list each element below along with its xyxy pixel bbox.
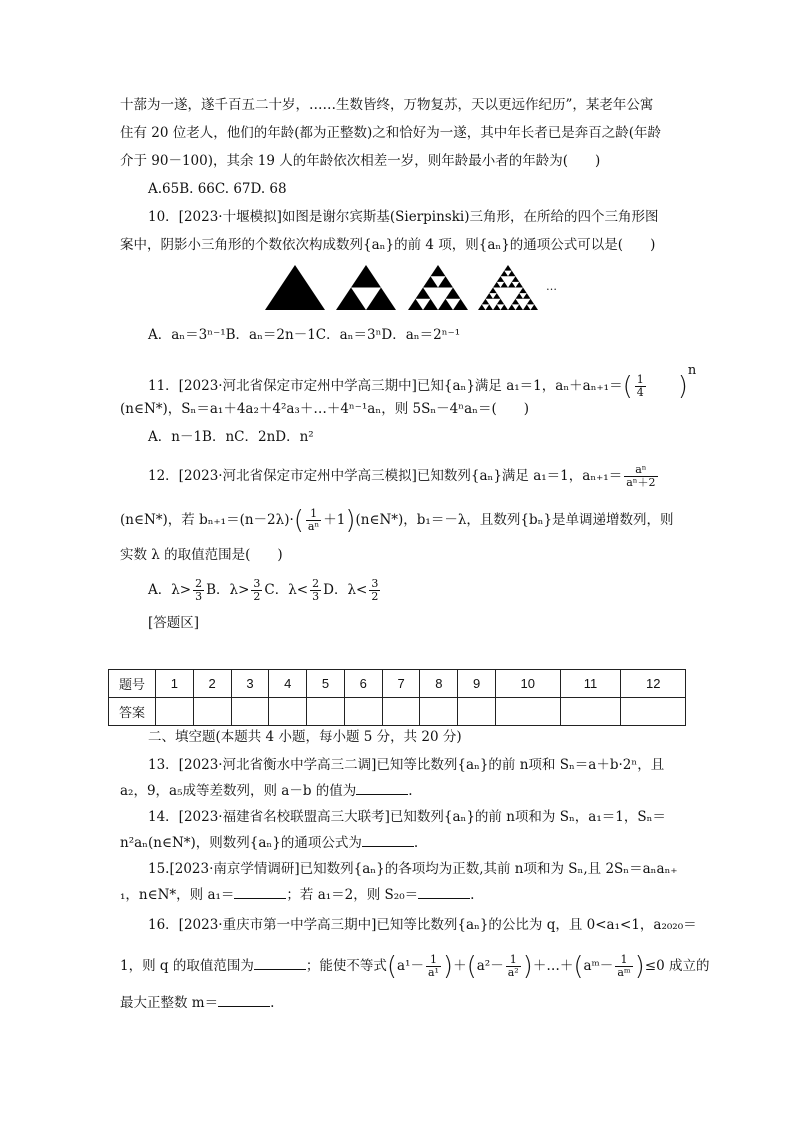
q12-option-b-den: 2 xyxy=(253,590,261,603)
q14-line-1: 14．[2023·福建省名校联盟高三大联考]已知数列{aₙ}的前 n项和为 Sₙ，a₁＝1，Sₙ＝ xyxy=(148,809,666,825)
q15-line-1: 15.[2023·南京学情调研]已知数列{aₙ}的各项均为正数,其前 n项和为 Sₙ,且 2Sₙ＝aₙaₙ₊ xyxy=(148,861,678,877)
q16-term-1: a¹－ xyxy=(396,958,424,974)
q10-options: A．aₙ＝3ⁿ⁻¹B．aₙ＝2n－1C．aₙ＝3ⁿD．aₙ＝2ⁿ⁻¹ xyxy=(148,327,461,343)
section-2-title: 二、填空题(本题共 4 小题，每小题 5 分，共 20 分) xyxy=(148,729,462,745)
sierpinski-stage-2 xyxy=(336,265,396,310)
q16-term-2-num: 1 xyxy=(506,954,521,967)
q13-line-2 xyxy=(120,782,413,800)
answer-cell[interactable] xyxy=(621,698,686,726)
q12-line-1 xyxy=(148,464,660,489)
answer-cell[interactable] xyxy=(344,698,382,726)
q12-line-3: 实数 λ 的取值范围是( ) xyxy=(120,547,283,563)
q12-option-a: A．λ> xyxy=(148,582,192,598)
q12-option-b: B．λ> xyxy=(206,582,250,598)
q16-term-m: aᵐ－ xyxy=(583,958,614,974)
question-number: 7 xyxy=(382,670,420,698)
answer-cell[interactable] xyxy=(496,698,560,726)
q12-frac-den: aⁿ＋2 xyxy=(626,476,656,489)
question-number: 4 xyxy=(269,670,307,698)
q16-term-1-frac xyxy=(426,954,441,979)
intro-line-3: 介于 90－100)，其余 19 人的年龄依次相差一岁，则年龄最小者的年龄为( ) xyxy=(120,153,601,169)
q16-term-m-frac xyxy=(615,954,632,979)
q12-option-d-frac xyxy=(369,578,380,603)
q12-line-2 xyxy=(120,505,674,536)
q13-stem: a₂，9，a₅成等差数列，则 a－b 的值为 xyxy=(120,783,357,799)
q16-term-m-num: 1 xyxy=(615,954,632,967)
q16-paren: ) xyxy=(522,951,533,982)
question-number: 3 xyxy=(231,670,269,698)
question-number: 5 xyxy=(307,670,345,698)
q10-line-2: 案中，阴影小三角形的个数依次构成数列{aₙ}的前 4 项，则{aₙ}的通项公式可以是( ) xyxy=(120,237,656,253)
q16-answer-blank-1[interactable] xyxy=(254,957,306,970)
q16-term-1-num: 1 xyxy=(426,954,441,967)
q13-line-1: 13．[2023·河北省衡水中学高三二调]已知等比数列{aₙ}的前 n项和 Sₙ＝a＋b·2ⁿ，且 xyxy=(148,757,665,773)
q16-answer-blank-2[interactable] xyxy=(218,994,270,1007)
sierpinski-stage-1 xyxy=(265,265,325,310)
q12-option-d-den: 2 xyxy=(371,590,379,603)
q13-answer-blank[interactable] xyxy=(356,782,408,795)
q12-inner-fraction xyxy=(306,508,321,533)
question-number: 2 xyxy=(193,670,231,698)
answer-cell[interactable] xyxy=(458,698,496,726)
answer-cell[interactable] xyxy=(156,698,194,726)
q12-frac-num: aⁿ xyxy=(624,464,657,477)
q11-left-paren: ( xyxy=(622,371,633,402)
sierpinski-stage-4 xyxy=(478,265,538,310)
answer-cell[interactable] xyxy=(231,698,269,726)
q16-period: . xyxy=(270,995,275,1011)
q12-option-b-num: 3 xyxy=(253,577,261,590)
question-number: 9 xyxy=(458,670,496,698)
q12-right-paren: ) xyxy=(345,505,356,536)
q16-stem-d: 最大正整数 m＝ xyxy=(120,995,219,1011)
q12-option-a-den: 3 xyxy=(195,590,203,603)
q14-period: . xyxy=(413,835,419,851)
q14-line-2 xyxy=(120,834,418,852)
q16-line-1: 16．[2023·重庆市第一中学高三期中]已知等比数列{aₙ}的公比为 q，且 0<a₁<1，a₂₀₂₀＝ xyxy=(148,917,697,933)
answer-table-number-row xyxy=(109,670,686,698)
q12-options xyxy=(148,578,382,603)
q11-right-paren: ) xyxy=(677,371,688,402)
intro-line-1: 十蔀为一遂，遂千百五二十岁，……生数皆终，万物复苏，天以更远作纪历”，某老年公寓 xyxy=(120,97,654,113)
q11-frac-num: 1 xyxy=(636,373,644,386)
answer-table-answer-row xyxy=(109,698,686,726)
q12-option-a-frac xyxy=(193,578,204,603)
q16-paren: ) xyxy=(442,951,454,982)
sierpinski-stage-3 xyxy=(408,265,468,310)
q12-plus-one: ＋1 xyxy=(323,512,346,528)
intro-line-2: 住有 20 位老人，他们的年龄(都为正整数)之和恰好为一遂，其中年长者已是奔百之龄(年龄 xyxy=(120,125,662,141)
q13-period: . xyxy=(408,783,413,799)
q12-option-c-den: 3 xyxy=(312,590,320,603)
q11-options: A．n－1B．nC．2nD．n² xyxy=(148,429,314,445)
q16-paren: ( xyxy=(466,951,477,982)
q12-fraction xyxy=(624,464,657,489)
q16-term-2-frac xyxy=(506,954,521,979)
question-number: 6 xyxy=(344,670,382,698)
number-header: 题号 xyxy=(109,670,156,698)
answer-header: 答案 xyxy=(109,698,156,726)
q12-option-c-num: 2 xyxy=(312,577,320,590)
question-number: 1 xyxy=(156,670,194,698)
answer-area-label: [答题区] xyxy=(148,615,200,631)
q12-stem: 12．[2023·河北省保定市定州中学高三模拟]已知数列{aₙ}满足 a₁＝1，aₙ₊₁＝ xyxy=(148,468,623,484)
answer-cell[interactable] xyxy=(420,698,458,726)
q15-period: . xyxy=(470,887,475,903)
q12-option-d: D．λ< xyxy=(323,582,368,598)
answer-table xyxy=(108,669,686,726)
q15-line-2 xyxy=(120,886,474,904)
q16-paren: ( xyxy=(386,951,397,982)
q14-answer-blank[interactable] xyxy=(362,834,414,847)
q12-option-c-frac xyxy=(310,578,321,603)
q15-stem-a: ₁，n∈N*，则 a₁＝ xyxy=(120,887,235,903)
question-number: 8 xyxy=(420,670,458,698)
q12-option-d-num: 3 xyxy=(371,577,379,590)
question-number: 11 xyxy=(560,670,621,698)
q16-line-2: 1，则 q 的取值范围为 ；能使不等式(a¹－ $\frac{1}{\text{a¹}}$ )＋(a²－ $\frac{1}{\text{a²}}$ )＋…＋(aᵐ－ $\frac{1}{\text{aᵐ}}$ )≤0 成立的 xyxy=(120,951,710,982)
q12-option-a-num: 2 xyxy=(195,577,203,590)
q16-term-1-den: a¹ xyxy=(427,966,439,979)
q16-paren: ) xyxy=(634,951,645,982)
q15-answer-blank-1[interactable] xyxy=(234,886,286,899)
answer-cell[interactable] xyxy=(269,698,307,726)
q16-stem-a: 1，则 q 的取值范围为 xyxy=(120,958,254,974)
q15-answer-blank-2[interactable] xyxy=(418,886,470,899)
q16-stem-c: ≤0 成立的 xyxy=(644,958,710,974)
q12-b-formula: (n∈N*)，若 bₙ₊₁＝(n－2λ)· xyxy=(120,512,294,528)
q11-fraction xyxy=(635,374,646,399)
figure-ellipsis: … xyxy=(546,280,557,293)
q12-option-c: C．λ< xyxy=(264,582,309,598)
question-number: 12 xyxy=(621,670,686,698)
q12-inner-den: aⁿ xyxy=(307,520,320,533)
answer-cell[interactable] xyxy=(382,698,420,726)
q11-exponent: n xyxy=(687,363,697,378)
answer-cell[interactable] xyxy=(307,698,345,726)
answer-cell[interactable] xyxy=(560,698,621,726)
q16-dots: ＋…＋ xyxy=(532,958,574,974)
q14-stem: n²aₙ(n∈N*)，则数列{aₙ}的通项公式为 xyxy=(120,835,362,851)
q11-line-1 xyxy=(148,362,697,402)
q12-left-paren: ( xyxy=(293,505,304,536)
question-number: 10 xyxy=(496,670,560,698)
q16-stem-b: ；能使不等式 xyxy=(305,958,387,974)
sierpinski-figures xyxy=(262,262,552,312)
q10-line-1: 10．[2023·十堰模拟]如图是谢尔宾斯基(Sierpinski)三角形，在所给的四个三角形图 xyxy=(148,209,659,225)
q12-option-b-frac xyxy=(251,578,262,603)
q16-term-2: a²－ xyxy=(476,958,504,974)
q16-paren: ( xyxy=(573,951,584,982)
q11-stem: 11．[2023·河北省保定市定州中学高三期中]已知{aₙ}满足 a₁＝1，aₙ＋aₙ₊₁＝ xyxy=(148,378,623,394)
answer-cell[interactable] xyxy=(193,698,231,726)
q11-frac-den: 4 xyxy=(636,386,644,399)
q16-term-m-den: aᵐ xyxy=(617,966,631,979)
q15-stem-b: ；若 a₁＝2，则 S₂₀＝ xyxy=(286,887,419,903)
q16-term-2-den: a² xyxy=(507,966,519,979)
intro-options: A.65B. 66C. 67D. 68 xyxy=(148,181,287,197)
q12-condition: (n∈N*)，b₁＝－λ，且数列{bₙ}是单调递增数列，则 xyxy=(355,512,674,528)
q16-line-3 xyxy=(120,994,274,1012)
q11-line-2: (n∈N*)，Sₙ＝a₁＋4a₂＋4²a₃＋…＋4ⁿ⁻¹aₙ，则 5Sₙ－4ⁿaₙ＝( ) xyxy=(120,401,530,417)
q12-inner-num: 1 xyxy=(306,508,321,521)
